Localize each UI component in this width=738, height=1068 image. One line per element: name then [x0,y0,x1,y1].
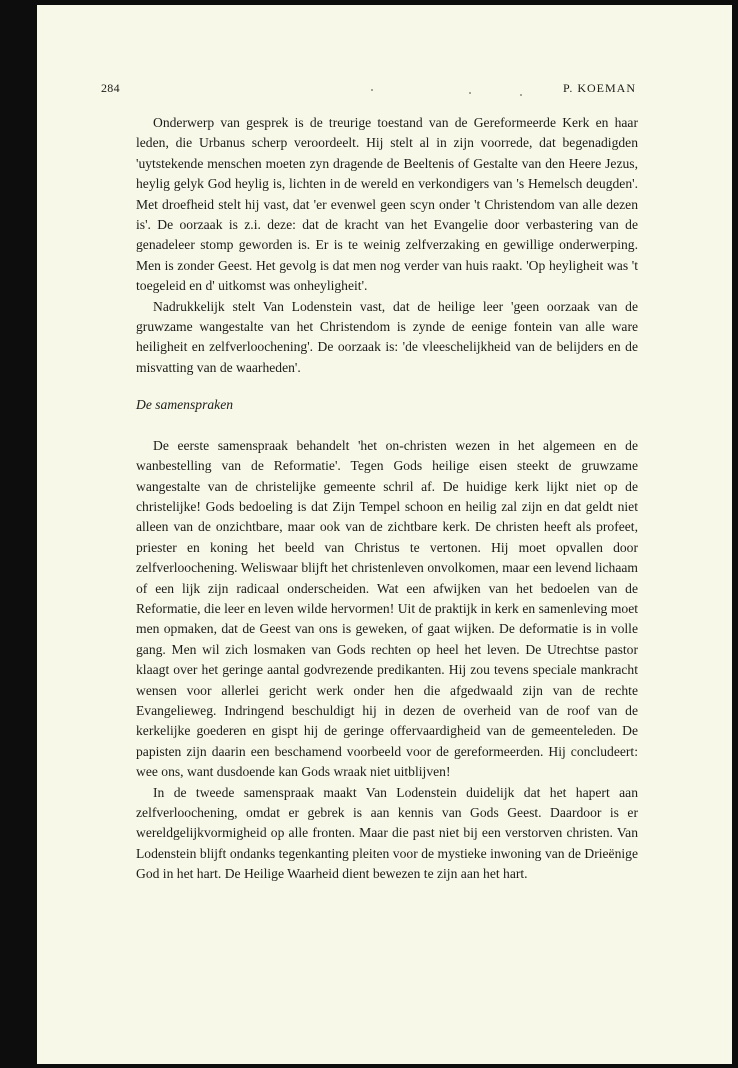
page-header [101,81,636,97]
scan-border-right [732,0,738,1068]
body-text [136,113,638,885]
paragraph: In de tweede samenspraak maakt Van Lodenstein duidelijk dat het hapert aan zelfverloochening, omdat er gebrek is aan kennis van Gods Geest. Daardoor is er wereldgelijkvormigheid op alle fronten. Maar die past niet bij een verstorven christen. Van Lodenstein blijft ondanks tegenkanting pleiten voor de mystieke inwoning van de Drieënige God in het hart. De Heilige Waarheid dient bewezen te zijn aan het hart. [136,784,638,882]
scan-border-left [0,0,37,1068]
scan-border-bottom [0,1064,738,1068]
running-head-author: P. KOEMAN [562,81,636,95]
paragraph: De eerste samenspraak behandelt 'het on-christen wezen in het algemeen en de wanbestelling van de Reformatie'. Tegen Gods heilige eisen steekt de gruwzame wangestalte van de christelijke gemeente schril af. De huidige kerk lijkt niet op de christelijke! Gods bedoeling is dat Zijn Tempel schoon en heilig zal zijn en dat geldt niet alleen van de onzichtbare, maar ook van de zichtbare kerk. De christen heeft als profeet, priester en koning het beeld van Christus te vertonen. Hij moet opvallen door zelfverloochening. Weliswaar blijft het christenleven onvolkomen, maar een levend lichaam of een lijk zijn radicaal onderscheiden. Wat een afwijken van het bedoelen van de Reformatie, die leer en leven wilde hervormen! Uit de praktijk in kerk en samenleving moet men opmaken, dat de Geest van ons is geweken, of gaat wijken. De deformatie is in volle gang. Men wil zich losmaken van Gods rechten op heel het leven. De Utrechtse pastor klaagt over het geringe aantal godvrezende predikanten. Hij zou tevens speciale mankracht wensen voor allerlei gericht werk onder hen die afgedwaald zijn van de rechte Evangelieweg. Indringend beschuldigt hij in dezen de overheid van de roof van de kerkelijke goederen en gispt hij de geringe offervaardigheid van de gemeenteleden. De papisten zijn daarin een beschamend voorbeeld voor de gereformeerden. Hij concludeert: wee ons, want dusdoende kan Gods wraak niet uitblijven! [136,437,638,780]
paragraph: Onderwerp van gesprek is de treurige toestand van de Gereformeerde Kerk en haar leden, die Urbanus scherp veroordeelt. Hij stelt al in zijn voorrede, dat begenadigden 'uytstekende menschen moeten zyn dragende de Beeltenis of Gestalte van den Heere Jezus, heylig gelyk God heylig is, lichten in de wereld en verkondigers van 's Hemelsch deugden'. Met droefheid stelt hij vast, dat 'er evenwel geen scyn onder 't Christendom van alle dezen is'. De oorzaak is z.i. deze: dat de kracht van het Evangelie door verbastering van de genadeleer stomp geworden is. Er is te weinig zelfverzaking en gewillige onderwerping. Men is zonder Geest. Het gevolg is dat men nog verder van huis raakt. 'Op heyligheit was 't toegeleid en d' uitkomst was onheyligheit'. [136,115,638,294]
section-heading: De samenspraken [136,397,234,413]
paragraph: Nadrukkelijk stelt Van Lodenstein vast, dat de heilige leer 'geen oorzaak van de gruwzame wangestalte van het Christendom is zynde de eenige fontein van alle ware heiligheit en zelfverloochening'. De oorzaak is: 'de vleeschelijkheid van de belijders en de misvatting van de waarheden'. [136,298,638,375]
page-number: 284 [101,81,120,95]
